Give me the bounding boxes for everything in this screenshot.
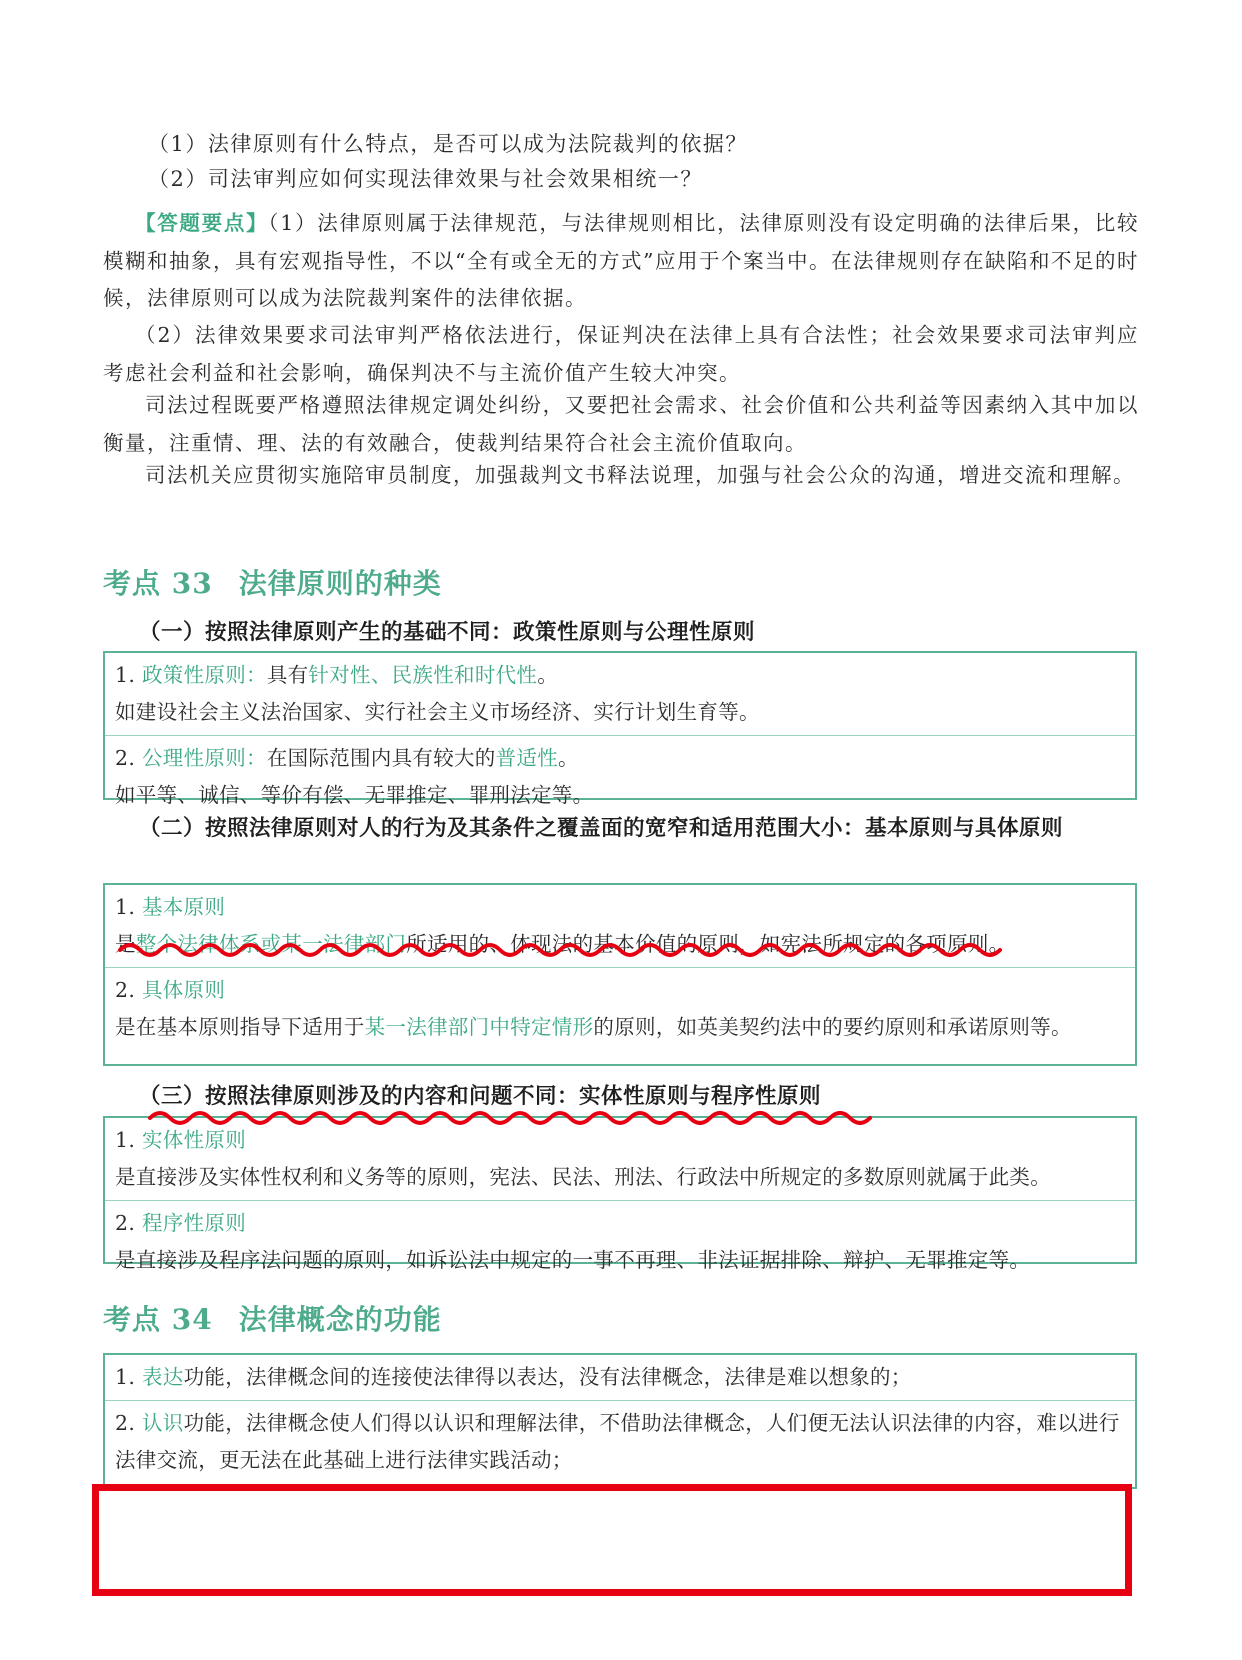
answer-paragraph-2: （2）法律效果要求司法审判严格依法进行，保证判决在法律上具有合法性；社会效果要求司法审判应考虑社会利益和社会影响，确保判决不与主流价值产生较大冲突。 (103, 323, 1139, 385)
answer-paragraph-3: 司法过程既要严格遵照法律规定调处纠纷，又要把社会需求、社会价值和公共利益等因素纳入其中加以衡量，注重情、理、法的有效融合，使裁判结果符合社会主流价值取向。 (103, 393, 1139, 455)
table-policy-axiom (103, 651, 1137, 807)
subheading-substantive-vs-procedural: （三）按照法律原则涉及的内容和问题不同：实体性原则与程序性原则 (139, 1084, 822, 1109)
table-basic-specific (103, 883, 1137, 1066)
question-2: （2）司法审判应如何实现法律效果与社会效果相统一？ (148, 167, 703, 191)
table-substantive-procedural (103, 1116, 1137, 1272)
section-33-heading (103, 562, 442, 602)
subheading-basic-vs-specific: （二）按照法律原则对人的行为及其条件之覆盖面的宽窄和适用范围大小：基本原则与具体原则 (139, 816, 1064, 841)
red-wavy-underline-basic-principle (120, 942, 1020, 962)
question-1: （1）法律原则有什么特点，是否可以成为法院裁判的依据？ (148, 132, 748, 156)
term-cognition: 认识 (142, 1411, 184, 1435)
section-34-number: 考点 34 (103, 1303, 213, 1336)
section-34-title: 法律概念的功能 (238, 1303, 442, 1336)
term-policy-principle: 政策性原则： (142, 663, 267, 687)
term-specific-principle: 具体原则 (142, 978, 226, 1002)
term-basic-principle: 基本原则 (142, 895, 226, 919)
term-substantive-principle: 实体性原则 (142, 1128, 246, 1152)
subheading-policy-vs-axiom: （一）按照法律原则产生的基础不同：政策性原则与公理性原则 (139, 620, 756, 645)
table-row: 2. 公理性原则：在国际范围内具有较大的普适性。 如平等、诚信、等价有偿、无罪推定、罪刑法定等。 (115, 746, 594, 807)
table-row: 1. 实体性原则 是直接涉及实体性权利和义务等的原则，宪法、民法、刑法、行政法中所规定的多数原则就属于此类。 (105, 1118, 1135, 1201)
table-row: 2. 认识功能，法律概念使人们得以认识和理解法律，不借助法律概念，人们便无法认识法律的内容，难以进行法律交流，更无法在此基础上进行法律实践活动； (115, 1411, 1120, 1472)
table-row: 1. 政策性原则：具有针对性、民族性和时代性。 如建设社会主义法治国家、实行社会主义市场经济、实行计划生育等。 (105, 653, 1135, 736)
section-34-heading (103, 1298, 442, 1338)
term-axiom-principle: 公理性原则： (142, 746, 267, 770)
table-concept-functions (103, 1353, 1137, 1489)
table-row: 1. 基本原则 是整个法律体系或某一法律部门所适用的、体现法的基本价值的原则，如宪法所规定的各项原则。 (105, 885, 1135, 968)
section-33-title: 法律原则的种类 (238, 567, 442, 600)
table-row: 2. 具体原则 是在基本原则指导下适用于某一法律部门中特定情形的原则，如英美契约法中的要约原则和承诺原则等。 (115, 978, 1072, 1039)
answer-paragraph-4: 司法机关应贯彻实施陪审员制度，加强裁判文书释法说理，加强与社会公众的沟通，增进交流和理解。 (145, 463, 1135, 487)
answer-paragraph-1: 【答题要点】（1）法律原则属于法律规范，与法律规则相比，法律原则没有设定明确的法律后果，比较模糊和抽象，具有宏观指导性，不以“全有或全无的方式”应用于个案当中。在法律规则存在缺陷和不足的时候，法律原则可以成为法院裁判案件的法律依据。 (103, 211, 1139, 310)
section-33-number: 考点 33 (103, 567, 213, 600)
answer-label: 【答题要点】 (135, 211, 269, 235)
red-wavy-underline-subheading-3 (150, 1110, 930, 1130)
table-row: 1. 表达功能，法律概念间的连接使法律得以表达，没有法律概念，法律是难以想象的； (105, 1355, 1135, 1401)
table-row: 2. 程序性原则 是直接涉及程序法问题的原则，如诉讼法中规定的一事不再理、非法证据排除、辩护、无罪推定等。 (115, 1211, 1031, 1272)
term-procedural-principle: 程序性原则 (142, 1211, 246, 1235)
term-expression: 表达 (142, 1365, 184, 1389)
red-highlight-box (92, 1484, 1132, 1596)
